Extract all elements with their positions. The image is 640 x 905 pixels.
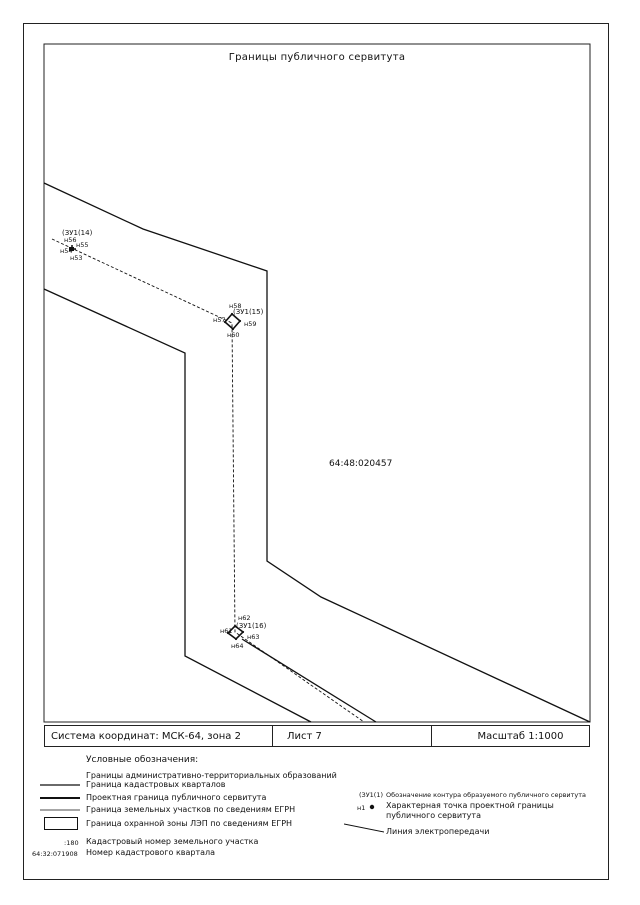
- legend-symbol-protection-zone: [44, 817, 78, 830]
- legend-item-servitude-boundary: Проектная граница публичного сервитута: [86, 793, 267, 802]
- legend-symbol-servitude-line: [40, 795, 80, 801]
- point-label: н60: [227, 331, 240, 339]
- point-label: н62: [238, 614, 251, 622]
- point-label: н64: [231, 642, 244, 650]
- contour-label-16: (ЗУ1(16): [236, 622, 267, 630]
- map-canvas: [24, 24, 610, 724]
- map-field-frame: [44, 44, 590, 722]
- legend-item-quarter-boundary: Граница кадастровых кварталов: [86, 780, 226, 789]
- servitude-contour-15: [225, 314, 240, 329]
- legend-sample-point: н1: [357, 804, 366, 812]
- point-label: н58: [229, 302, 242, 310]
- point-label: н61: [220, 627, 233, 635]
- legend-symbol-parcel-line: [40, 807, 80, 813]
- legend-item-parcel-number: Кадастровый номер земельного участка: [86, 837, 259, 846]
- info-strip: [44, 725, 590, 747]
- contour-label-14: (ЗУ1(14): [62, 229, 93, 237]
- contour-label-15: (ЗУ1(15): [233, 308, 264, 316]
- point-label: н56: [64, 236, 77, 244]
- map-scale: Масштаб 1:1000: [477, 730, 564, 742]
- legend-item-admin-boundary: Границы административно-территориальных образований: [86, 771, 337, 780]
- legend-symbol-point-dot: [369, 804, 375, 810]
- point-label: н57: [213, 316, 226, 324]
- point-label: н63: [247, 633, 260, 641]
- legend-item-quarter-number: Номер кадастрового квартала: [86, 848, 216, 857]
- coordinate-system: Система координат: МСК-64, зона 2: [45, 726, 273, 746]
- cadastral-quarter-label: 64:48:020457: [329, 459, 393, 469]
- point-label: н55: [76, 241, 89, 249]
- legend-item-contour-designation: Обозначение контура образуемого публичного сервитута: [386, 791, 587, 799]
- map-sheet: [23, 23, 609, 880]
- characteristic-points: [71, 245, 244, 640]
- power-line: [52, 239, 364, 722]
- legend-sample-quarter-number: 64:32:071908: [32, 850, 78, 858]
- legend-sample-contour: (ЗУ1(1): [359, 791, 384, 799]
- legend-item-characteristic-point: Характерная точка проектной границы публичного сервитута: [386, 801, 554, 820]
- legend-symbol-power-line: [344, 823, 384, 833]
- point-label: н59: [244, 320, 257, 328]
- zone-boundary-upper: [44, 183, 590, 722]
- legend-heading: Условные обозначения:: [86, 755, 199, 765]
- map-title: Границы публичного сервитута: [228, 52, 406, 63]
- point-label: н54: [60, 247, 73, 255]
- legend-symbol-quarter-line: [40, 782, 80, 788]
- legend-item-parcel-boundary: Граница земельных участков по сведениям ЕГРН: [86, 805, 296, 814]
- legend-item-power-line: Линия электропередачи: [386, 827, 490, 836]
- point-label: н53: [70, 254, 83, 262]
- legend-sample-parcel-number: :180: [64, 839, 79, 847]
- legend-item-protection-zone: Граница охранной зоны ЛЭП по сведениям ЕГРН: [86, 819, 293, 828]
- sheet-number: Лист 7: [273, 726, 432, 746]
